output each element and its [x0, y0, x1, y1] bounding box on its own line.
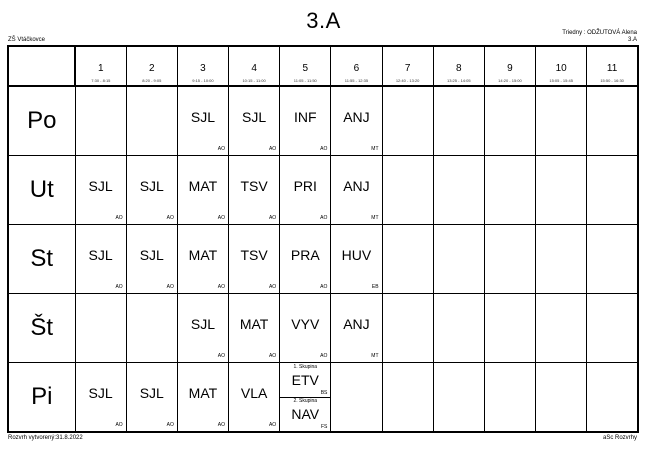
period-time: 7:30 - 8:15 [91, 78, 111, 83]
room-code: AO [166, 422, 174, 428]
period-header [75, 46, 126, 86]
lesson-cell [536, 155, 587, 224]
room-code: MT [371, 214, 379, 221]
period-time: 11:55 - 12:35 [344, 78, 369, 83]
lesson-cell [382, 155, 433, 224]
subject-code: NAV [291, 406, 320, 423]
subject-code: MAT [188, 385, 218, 402]
subject-code: SJL [139, 177, 164, 194]
subject-code: SJL [139, 246, 164, 263]
subject-code: VYV [291, 316, 320, 333]
period-number: 2 [148, 63, 155, 74]
lesson-cell [229, 224, 280, 293]
lesson-cell [280, 294, 331, 363]
room-code: AO [115, 284, 123, 291]
lesson-cell [484, 224, 535, 293]
period-number: 5 [302, 63, 309, 74]
lesson-cell [229, 294, 280, 363]
room-code: BS [320, 390, 328, 397]
timetable [7, 45, 639, 433]
room-code: AO [115, 422, 123, 428]
room-code: AO [166, 214, 174, 221]
subject-code: PRA [290, 246, 320, 263]
subject-code: TSV [240, 246, 268, 263]
day-row [8, 224, 638, 293]
lesson-cell [177, 363, 228, 432]
subject-code: MAT [188, 246, 218, 263]
room-code: MT [371, 145, 379, 152]
room-code: AO [268, 284, 277, 291]
room-code: AO [166, 284, 174, 291]
subject-code: HUV [341, 246, 372, 263]
period-time: 14:20 - 15:00 [498, 78, 522, 83]
lesson-cell [280, 86, 331, 155]
created-date: Rozvrh vytvorený:31.8.2022 [8, 435, 83, 441]
corner-cell [8, 46, 75, 86]
period-number: 6 [353, 63, 360, 74]
subject-code: VLA [240, 385, 268, 402]
day-name: Pi [8, 363, 75, 432]
room-code: FS [320, 424, 328, 430]
room-code: AO [320, 353, 328, 360]
subject-code: SJL [88, 177, 113, 194]
subject-code: SJL [88, 246, 113, 263]
lesson-cell [126, 224, 177, 293]
room-code: AO [268, 422, 277, 428]
room-code: AO [217, 145, 226, 152]
lesson-cell [126, 294, 177, 363]
period-time: 15:05 - 15:45 [549, 78, 573, 83]
lesson-cell [331, 294, 382, 363]
lesson-cell [484, 86, 535, 155]
period-header [587, 46, 638, 86]
lesson-cell [331, 224, 382, 293]
subject-code: SJL [190, 109, 215, 126]
lesson-cell [280, 155, 331, 224]
day-row [8, 155, 638, 224]
lesson-cell [331, 155, 382, 224]
lesson-cell [229, 86, 280, 155]
lesson-cell [587, 155, 638, 224]
period-header [433, 46, 484, 86]
lesson-cell [484, 294, 535, 363]
period-time: 15:50 - 16:30 [600, 78, 624, 83]
period-header [126, 46, 177, 86]
room-code: AO [217, 214, 226, 221]
lesson-cell [536, 294, 587, 363]
room-code: AO [320, 145, 328, 152]
period-header [536, 46, 587, 86]
period-number: 10 [555, 63, 567, 74]
period-number: 3 [200, 63, 206, 74]
subject-code: ANJ [343, 316, 370, 333]
lesson-cell [126, 363, 177, 432]
subject-code: INF [293, 109, 317, 126]
lesson-cell [177, 155, 228, 224]
lesson-cell [587, 363, 638, 432]
lesson-cell [280, 224, 331, 293]
lesson-cell [75, 363, 126, 432]
lesson-cell [75, 86, 126, 155]
day-name: Po [8, 86, 75, 155]
lesson-cell [331, 86, 382, 155]
lesson-cell [229, 155, 280, 224]
period-header [382, 46, 433, 86]
lesson-cell [382, 294, 433, 363]
lesson-cell [331, 363, 382, 432]
lesson-cell [75, 155, 126, 224]
teacher-line: Triedny : ODŽUTOVÁ Alena [562, 30, 637, 36]
lesson-cell [126, 86, 177, 155]
subject-code: PRI [293, 177, 317, 194]
group-lesson [280, 397, 330, 431]
lesson-cell [433, 86, 484, 155]
lesson-cell [229, 363, 280, 432]
period-number: 4 [251, 63, 257, 74]
lesson-cell [433, 294, 484, 363]
period-time: 12:40 - 13:20 [395, 78, 420, 83]
lesson-cell [587, 294, 638, 363]
period-number: 9 [507, 63, 513, 74]
subject-code: MAT [239, 316, 269, 333]
lesson-cell [280, 363, 331, 432]
period-number: 8 [456, 63, 462, 74]
class-title: 3.A [306, 8, 341, 33]
class-teacher [562, 30, 637, 44]
day-name: Št [8, 294, 75, 363]
period-time: 13:25 - 14:05 [447, 78, 471, 83]
lesson-cell [484, 155, 535, 224]
lesson-cell [433, 363, 484, 432]
lesson-cell [536, 224, 587, 293]
period-number: 7 [404, 63, 411, 74]
room-code: AO [115, 214, 123, 221]
day-name: St [8, 224, 75, 293]
software-credit: aSc Rozvrhy [602, 435, 637, 441]
lesson-cell [75, 294, 126, 363]
period-time: 9:15 - 10:00 [192, 78, 214, 83]
room-code: AO [217, 422, 226, 428]
lesson-cell [587, 86, 638, 155]
period-time: 10:15 - 11:00 [242, 78, 266, 83]
room-code: AO [320, 214, 328, 221]
room-code: AO [268, 214, 277, 221]
group-label: 1. Skupina [293, 364, 318, 371]
lesson-cell [382, 224, 433, 293]
subject-code: SJL [88, 385, 113, 402]
lesson-cell [126, 155, 177, 224]
lesson-cell [382, 86, 433, 155]
subject-code: SJL [139, 385, 164, 402]
day-row [8, 294, 638, 363]
room-code: AO [217, 353, 226, 360]
lesson-cell [177, 86, 228, 155]
school-name: ZŠ Vtáčkovce [8, 37, 46, 43]
subject-code: MAT [188, 177, 218, 194]
subject-code: SJL [190, 316, 215, 333]
period-number: 11 [606, 63, 618, 74]
subject-code: ANJ [343, 177, 370, 194]
period-number: 1 [98, 63, 104, 74]
lesson-cell [177, 224, 228, 293]
group-label: 2. Skupina [293, 398, 318, 405]
period-header [177, 46, 228, 86]
group-lesson [280, 363, 330, 398]
room-code: AO [320, 284, 328, 291]
day-name: Ut [8, 155, 75, 224]
day-row [8, 363, 638, 432]
subject-code: ANJ [343, 109, 370, 126]
period-time: 8:20 - 9:05 [142, 78, 162, 83]
lesson-cell [433, 155, 484, 224]
subject-code: ETV [291, 372, 319, 389]
lesson-cell [75, 224, 126, 293]
teacher-class: 3.A [627, 37, 637, 43]
subject-code: TSV [240, 177, 268, 194]
lesson-cell [536, 86, 587, 155]
period-header [280, 46, 331, 86]
lesson-cell [382, 363, 433, 432]
day-row [8, 86, 638, 155]
lesson-cell [536, 363, 587, 432]
split-lesson [280, 363, 330, 431]
period-header [484, 46, 535, 86]
room-code: EB [371, 284, 379, 291]
period-time: 11:05 - 11:50 [293, 78, 317, 83]
room-code: AO [217, 284, 226, 291]
subject-code: SJL [242, 109, 267, 126]
lesson-cell [484, 363, 535, 432]
room-code: MT [371, 353, 379, 360]
room-code: AO [268, 145, 277, 152]
room-code: AO [268, 353, 277, 360]
lesson-cell [177, 294, 228, 363]
lesson-cell [433, 224, 484, 293]
period-header [229, 46, 280, 86]
period-header [331, 46, 382, 86]
lesson-cell [587, 224, 638, 293]
